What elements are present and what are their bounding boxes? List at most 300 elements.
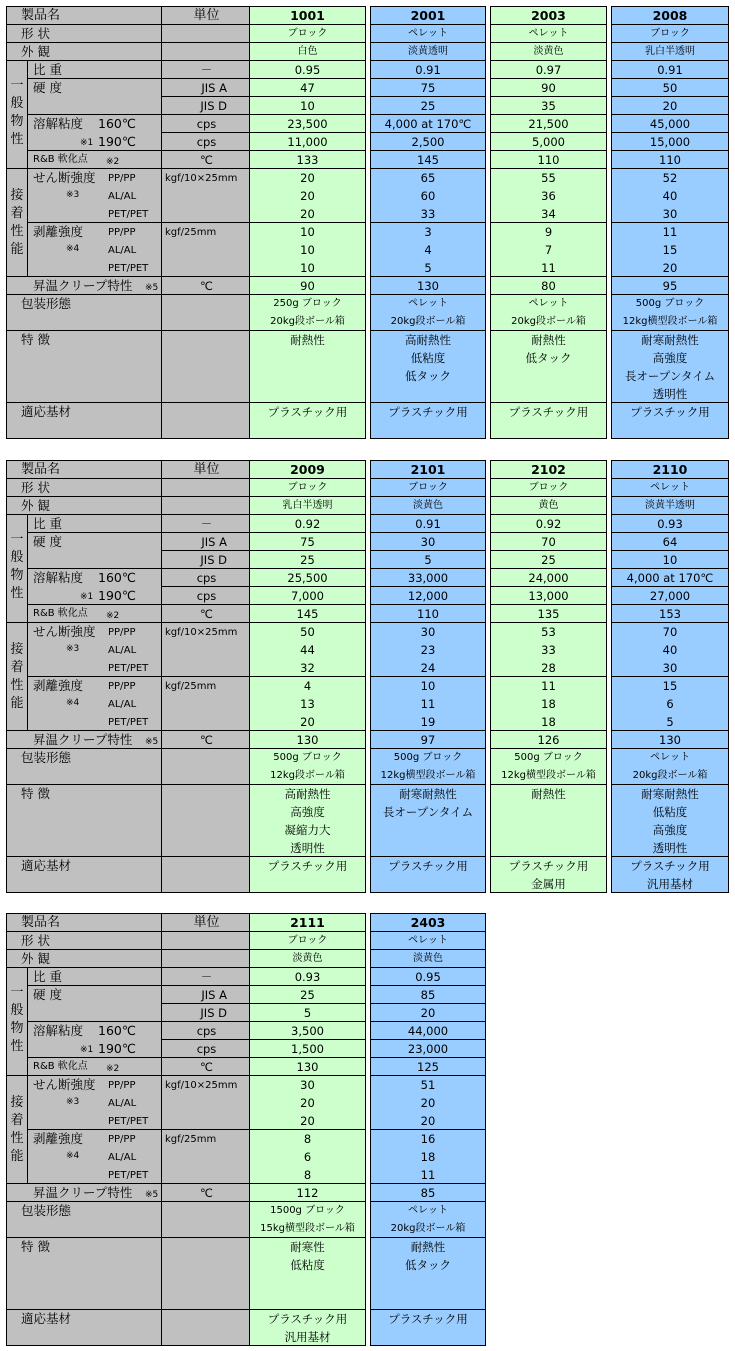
value-peel-group [249,1129,366,1184]
peel-substrate-pet: PET/PET [108,717,149,728]
value-shape: ブロック [611,24,729,43]
shape-label [6,24,162,43]
value-features-line: 耐熱性 [531,333,566,347]
shear-note: ※3 [66,190,80,200]
value-ja: 75 [370,78,486,97]
creep-label [6,1183,162,1202]
value-substrate-line: 汎用基材 [647,877,693,891]
value-shear-group [490,622,607,677]
appearance-label-text: 外 観 [21,44,50,59]
value-shear-group [249,168,366,223]
value-substrate-group [611,856,729,893]
peel-unit [161,676,252,731]
features-label-text: 特 徴 [21,786,50,801]
peel-substrate-al: AL/AL [108,699,137,710]
appearance-unit [161,42,252,61]
peel-note: ※4 [66,698,80,708]
value-jd: 10 [611,550,729,569]
value-packaging-line: 20kg段ボール箱 [270,316,345,327]
peel-substrate-pp: PP/PP [108,1134,136,1145]
value-creep: 85 [370,1183,486,1202]
note-5: ※5 [145,1190,159,1200]
value-creep: 112 [249,1183,366,1202]
peel-substrate-pet: PET/PET [108,263,149,274]
peel-note: ※4 [66,244,80,254]
adhesive-props-char: 着 [10,660,24,675]
creep-label [6,276,162,295]
value-substrate-line: 汎用基材 [284,1330,331,1344]
value-packaging-group [370,294,486,331]
substrate-label [6,402,162,439]
value-ja: 50 [611,78,729,97]
value-jd: 25 [249,550,366,569]
value-peel-1: 18 [541,697,556,711]
value-shear-1: 44 [300,643,315,657]
value-creep: 130 [611,730,729,749]
value-v190: 13,000 [490,586,607,605]
shear-substrate-al: AL/AL [108,1098,137,1109]
note-2: ※2 [106,611,120,621]
value-soft: 110 [490,150,607,169]
value-sg: 0.91 [611,60,729,79]
value-features-line: 低粘度 [652,805,688,819]
shape-label [6,931,162,950]
value-peel-1: 11 [420,697,436,711]
peel-substrate-pp: PP/PP [108,227,136,238]
value-shear-group [611,168,729,223]
value-shear-1: 40 [662,643,678,657]
value-v190: 5,000 [490,132,607,151]
value-features-line: 高強度 [290,805,325,819]
value-v160: 21,500 [490,114,607,133]
value-soft: 145 [370,150,486,169]
value-shear-group [249,1075,366,1130]
value-shear-0: 55 [541,171,556,185]
value-v160: 45,000 [611,114,729,133]
peel-substrate-al: AL/AL [108,1152,137,1163]
value-peel-group [611,676,729,731]
unit-sg: － [161,967,252,986]
value-ja: 90 [490,78,607,97]
specific-gravity-label-text: 比 重 [33,62,62,77]
value-peel-2: 8 [303,1168,312,1182]
shear-substrate-al: AL/AL [108,191,137,202]
peel-unit [161,1129,252,1184]
hardness-label-text: 硬 度 [33,987,62,1002]
unit-jd: JIS D [161,1003,252,1022]
value-features-line: 高強度 [652,351,688,365]
value-shear-0: 65 [420,171,436,185]
value-features-line: 耐寒性 [290,1240,325,1254]
general-props-char: 一 [10,532,24,547]
value-features-line: 透明性 [290,841,325,855]
value-features-line: 高耐熱性 [405,333,451,347]
general-props-char: 一 [10,985,24,1000]
value-features-line: 低粘度 [410,351,446,365]
general-props-char: 性 [10,1039,24,1054]
value-features-group [490,784,607,857]
unit-soft: ℃ [161,604,252,623]
shape-label-text: 形 状 [21,26,50,41]
unit-v190: cps [161,1039,252,1058]
value-ja: 30 [370,532,486,551]
value-sg: 0.91 [370,60,486,79]
hardness-label [27,78,162,115]
melt-viscosity-label [27,568,162,605]
value-v160: 33,000 [370,568,486,587]
value-shear-0: 70 [662,625,678,639]
value-packaging-line: 20kg段ボール箱 [511,316,586,327]
unit-jd: JIS D [161,96,252,115]
value-v190: 15,000 [611,132,729,151]
shear-unit [161,168,252,223]
value-substrate-group [249,1309,366,1346]
value-peel-2: 5 [666,715,674,729]
spec-table-1 [6,6,735,439]
value-peel-2: 5 [424,261,432,275]
shear-substrate-pet: PET/PET [108,209,149,220]
value-features-group [370,330,486,403]
value-packaging-line: 20kg段ボール箱 [390,316,466,327]
value-substrate-group [249,402,366,439]
shear-label-text: せん断強度 [33,624,96,639]
value-peel-1: 10 [300,243,315,257]
packaging-unit [161,748,252,785]
features-unit [161,784,252,857]
value-app: 淡黄色 [249,949,366,968]
adhesive-props-char: 能 [10,1149,24,1164]
appearance-label-text: 外 観 [21,498,50,513]
value-peel-0: 10 [420,679,436,693]
value-peel-2: 11 [541,261,556,275]
value-v190: 7,000 [249,586,366,605]
value-features-line: 長オープンタイム [624,369,716,383]
value-packaging-line: 12kg横型段ボール箱 [622,316,718,327]
unit-ja: JIS A [161,532,252,551]
note-2: ※2 [106,157,120,167]
value-jd: 35 [490,96,607,115]
value-substrate-group [249,856,366,893]
value-shear-2: 20 [300,1114,315,1128]
melt-viscosity-label-190: 190℃ [98,1041,136,1056]
value-features-line: 長オープンタイム [382,805,474,819]
value-shear-group [490,168,607,223]
value-packaging-group [490,294,607,331]
product-id-2009: 2009 [249,460,366,479]
value-v160: 25,500 [249,568,366,587]
substrate-unit [161,856,252,893]
value-peel-1: 18 [420,1150,436,1164]
value-packaging-line: 15kg横型段ボール箱 [260,1223,355,1234]
unit-v160: cps [161,568,252,587]
general-props-char: 物 [10,114,24,129]
product-id-2003: 2003 [490,6,607,25]
general-props-char: 性 [10,132,24,147]
shear-label-text: せん断強度 [33,1077,96,1092]
value-sg: 0.93 [611,514,729,533]
value-peel-0: 11 [662,225,678,239]
value-creep: 80 [490,276,607,295]
value-soft: 135 [490,604,607,623]
shear-substrate-pp: PP/PP [108,1080,136,1091]
value-shear-0: 30 [300,1078,315,1092]
value-v190: 1,500 [249,1039,366,1058]
adhesive-props-group [6,622,28,731]
value-creep: 130 [370,276,486,295]
general-props-char: 般 [10,550,24,565]
shear-note: ※3 [66,644,80,654]
value-substrate-line: プラスチック用 [630,859,710,873]
value-jd: 25 [490,550,607,569]
value-shear-2: 20 [420,1114,436,1128]
value-jd: 20 [370,1003,486,1022]
melt-viscosity-label-text: 溶解粘度 [33,1023,84,1038]
shear-unit-text: kgf/10×25mm [165,1080,238,1091]
value-packaging-group [249,748,366,785]
features-label [6,330,162,403]
value-packaging-line: ペレット [528,298,569,309]
shear-substrate-pet: PET/PET [108,663,149,674]
specific-gravity-label [27,967,162,986]
value-packaging-line: 12kg横型段ボール箱 [380,770,476,781]
general-props-char: 性 [10,586,24,601]
value-packaging-line: 20kg段ボール箱 [632,770,708,781]
value-jd: 5 [370,550,486,569]
value-shear-group [370,1075,486,1130]
packaging-unit [161,294,252,331]
note-1: ※1 [80,138,94,148]
value-soft: 125 [370,1057,486,1076]
shear-substrate-pp: PP/PP [108,627,136,638]
adhesive-props-char: 接 [10,1095,24,1110]
substrate-unit [161,1309,252,1346]
value-shape: ブロック [490,478,607,497]
value-substrate-line: プラスチック用 [630,405,710,419]
unit-soft: ℃ [161,1057,252,1076]
melt-viscosity-label-160: 160℃ [98,1023,136,1038]
value-shear-2: 30 [662,207,678,221]
value-ja: 75 [249,532,366,551]
value-packaging-group [249,294,366,331]
product-id-2101: 2101 [370,460,486,479]
header-unit: 単位 [161,6,252,25]
value-substrate-line: プラスチック用 [508,859,589,873]
note-5: ※5 [145,737,159,747]
value-substrate-line: プラスチック用 [388,405,468,419]
value-peel-1: 6 [303,1150,312,1164]
appearance-unit [161,496,252,515]
value-features-line: 低タック [405,1258,451,1272]
value-shear-2: 32 [300,661,315,675]
value-features-line: 耐寒耐熱性 [641,333,699,347]
value-packaging-group [490,748,607,785]
value-packaging-line: ペレット [408,1205,448,1216]
softening-label [27,604,162,623]
product-id-2102: 2102 [490,460,607,479]
general-props-char: 物 [10,1021,24,1036]
value-peel-1: 6 [666,697,674,711]
value-packaging-line: 1500g ブロック [270,1205,345,1216]
value-creep: 97 [370,730,486,749]
softening-label-text: R&B 軟化点 [33,154,88,165]
creep-unit: ℃ [161,276,252,295]
adhesive-props-group [6,1075,28,1184]
value-peel-group [249,222,366,277]
value-shear-0: 53 [541,625,556,639]
value-soft: 153 [611,604,729,623]
note-5: ※5 [145,283,159,293]
value-packaging-line: 500g ブロック [273,752,342,763]
value-features-line: 耐熱性 [531,787,566,801]
hardness-label [27,532,162,569]
melt-viscosity-label [27,114,162,151]
peel-note: ※4 [66,1151,80,1161]
product-id-2110: 2110 [611,460,729,479]
unit-v160: cps [161,114,252,133]
peel-label-text: 剥離強度 [33,678,84,693]
hardness-label-text: 硬 度 [33,534,62,549]
general-props-char: 般 [10,1003,24,1018]
peel-substrate-pet: PET/PET [108,1170,149,1181]
value-v160: 24,000 [490,568,607,587]
adhesive-props-char: 接 [10,642,24,657]
value-app: 黄色 [490,496,607,515]
value-substrate-group [370,1309,486,1346]
appearance-unit [161,949,252,968]
value-shear-1: 20 [300,189,315,203]
shear-unit-text: kgf/10×25mm [165,173,238,184]
packaging-label-text: 包装形態 [21,750,72,765]
value-features-line: 低タック [525,351,572,365]
features-label-text: 特 徴 [21,1239,50,1254]
value-features-group [611,784,729,857]
value-packaging-group [370,748,486,785]
value-substrate-line: プラスチック用 [388,859,468,873]
value-peel-2: 20 [662,261,678,275]
product-id-1001: 1001 [249,6,366,25]
adhesive-props-char: 性 [10,1131,24,1146]
value-app: 淡黄色 [370,949,486,968]
value-v160: 4,000 at 170℃ [611,568,729,587]
shear-substrate-al: AL/AL [108,645,137,656]
value-features-group [370,784,486,857]
features-label-text: 特 徴 [21,332,50,347]
value-packaging-line: 500g ブロック [393,752,463,763]
shear-label [27,168,162,223]
shape-label-text: 形 状 [21,480,50,495]
value-features-group [249,330,366,403]
value-substrate-line: プラスチック用 [267,859,348,873]
specific-gravity-label [27,514,162,533]
value-shear-1: 36 [541,189,556,203]
value-v160: 4,000 at 170℃ [370,114,486,133]
value-shape: ペレット [370,931,486,950]
features-label [6,784,162,857]
appearance-label-text: 外 観 [21,951,50,966]
value-shape: ブロック [249,931,366,950]
melt-viscosity-label-190: 190℃ [98,588,136,603]
general-props-group [6,967,28,1076]
substrate-label-text: 適応基材 [21,1311,72,1326]
value-creep: 90 [249,276,366,295]
features-unit [161,1237,252,1310]
specific-gravity-label-text: 比 重 [33,516,62,531]
peel-label-text: 剥離強度 [33,224,84,239]
unit-v190: cps [161,586,252,605]
value-shape: ペレット [611,478,729,497]
general-props-char: 般 [10,96,24,111]
hardness-label [27,985,162,1022]
value-peel-group [370,676,486,731]
value-sg: 0.97 [490,60,607,79]
value-v160: 44,000 [370,1021,486,1040]
value-shear-group [249,622,366,677]
peel-unit-text: kgf/25mm [165,681,217,692]
specific-gravity-label [27,60,162,79]
melt-viscosity-label-160: 160℃ [98,570,136,585]
features-label [6,1237,162,1310]
value-peel-group [490,222,607,277]
value-jd: 10 [249,96,366,115]
value-substrate-line: プラスチック用 [267,1312,348,1326]
substrate-label-text: 適応基材 [21,404,72,419]
unit-sg: － [161,514,252,533]
value-jd: 20 [611,96,729,115]
value-sg: 0.95 [249,60,366,79]
features-unit [161,330,252,403]
value-app: 淡黄半透明 [611,496,729,515]
value-shear-group [370,622,486,677]
value-shear-0: 51 [420,1078,436,1092]
value-packaging-group [611,294,729,331]
value-v160: 3,500 [249,1021,366,1040]
value-features-line: 低粘度 [290,1258,325,1272]
creep-unit: ℃ [161,1183,252,1202]
value-shear-1: 60 [420,189,436,203]
shape-unit [161,478,252,497]
value-shear-2: 20 [300,207,315,221]
value-shear-0: 20 [300,171,315,185]
value-packaging-line: ペレット [408,298,448,309]
value-features-line: 透明性 [652,387,688,401]
value-features-line: 耐熱性 [410,1240,446,1254]
header-unit: 単位 [161,460,252,479]
value-shear-0: 52 [662,171,678,185]
value-shear-2: 30 [662,661,678,675]
unit-soft: ℃ [161,150,252,169]
shear-note: ※3 [66,1097,80,1107]
peel-substrate-pp: PP/PP [108,681,136,692]
value-shear-1: 33 [541,643,556,657]
shear-substrate-pet: PET/PET [108,1116,149,1127]
value-app: 淡黄色 [490,42,607,61]
general-props-char: 物 [10,568,24,583]
peel-unit-text: kgf/25mm [165,227,217,238]
value-peel-2: 10 [300,261,315,275]
value-creep: 126 [490,730,607,749]
value-v190: 23,000 [370,1039,486,1058]
general-props-group [6,60,28,169]
value-shear-1: 40 [662,189,678,203]
unit-jd: JIS D [161,550,252,569]
value-soft: 110 [611,150,729,169]
value-substrate-group [611,402,729,439]
product-id-2403: 2403 [370,913,486,932]
creep-label-text: 昇温クリープ特性 [33,278,133,293]
value-shape: ペレット [490,24,607,43]
value-shear-1: 20 [420,1096,436,1110]
substrate-label-text: 適応基材 [21,858,72,873]
